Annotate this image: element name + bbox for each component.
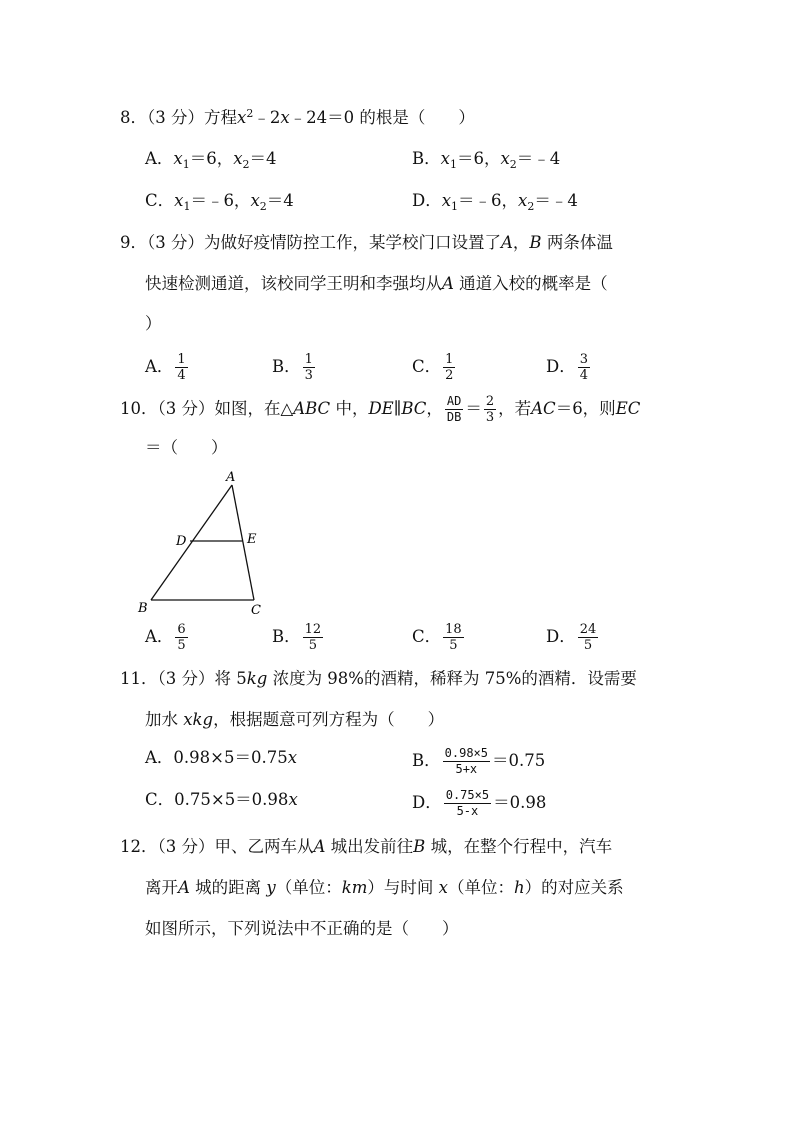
question-11-option-a[interactable]: A．0.98×5＝0.75x: [145, 748, 298, 767]
question-8-option-d[interactable]: D．$x_1=﹣6$，$x_2=﹣4$: [412, 191, 578, 213]
question-11-stem-line2: 加水 xkg，根据题意可列方程为（ ）: [145, 710, 445, 729]
triangle-figure: [130, 465, 280, 620]
question-11-option-c[interactable]: C．0.75×5＝0.98x: [145, 790, 298, 809]
point-e-label: E: [247, 532, 257, 547]
question-11-stem-line1: 11．（3 分）将 5kg 浓度为 98%的酒精，稀释为 75%的酒精．设需要: [120, 669, 637, 688]
question-9-stem-line3: ）: [145, 314, 162, 333]
question-11-option-d[interactable]: D． $\frac{0.75\times 5}{5-x}$ ＝0.98: [412, 788, 547, 818]
question-12-stem-line2: 离开A 城的距离 y（单位：km）与时间 x（单位：h）的对应关系: [145, 878, 624, 897]
question-9-option-b[interactable]: B． $\frac{1}{3}$: [272, 352, 313, 383]
question-9-option-d[interactable]: D． $\frac{3}{4}$: [546, 352, 589, 383]
question-10-stem-line1: 10．（3 分）如图，在△ABC 中，DE∥BC， $\frac{AD}{DB}$ ＝ $\frac{2}{3}$ ，若AC＝6，则EC: [120, 394, 641, 425]
vertex-b-label: B: [138, 601, 148, 616]
question-8-option-b[interactable]: B．$x_1=6$，$x_2=﹣4$: [412, 149, 561, 171]
question-9-option-c[interactable]: C． $\frac{1}{2}$: [412, 352, 454, 383]
question-10-option-b[interactable]: B． $\frac{12}{5}$: [272, 622, 322, 653]
question-12-stem-line1: 12．（3 分）甲、乙两车从A 城出发前往B 城，在整个行程中，汽车: [120, 837, 613, 856]
question-8-stem: 8．（3 分）方程$x^2﹣2x﹣24=0$ 的根是（ ）: [120, 107, 475, 127]
question-11-option-b[interactable]: B． $\frac{0.98\times 5}{5+x}$ ＝0.75: [412, 746, 546, 776]
point-d-label: D: [176, 534, 187, 549]
question-10-option-d[interactable]: D． $\frac{24}{5}$: [546, 622, 597, 653]
question-10-stem-line2: ＝（ ）: [145, 438, 228, 457]
question-10-option-c[interactable]: C． $\frac{18}{5}$: [412, 622, 462, 653]
vertex-a-label: A: [226, 470, 236, 485]
question-9-option-a[interactable]: A． $\frac{1}{4}$: [145, 352, 186, 383]
question-10-option-a[interactable]: A． $\frac{6}{5}$: [145, 622, 186, 653]
question-12-stem-line3: 如图所示，下列说法中不正确的是（ ）: [145, 919, 459, 938]
question-9-stem-line2: 快速检测通道，该校同学王明和李强均从A 通道入校的概率是（: [145, 274, 608, 293]
side-ab: [151, 485, 232, 600]
vertex-c-label: C: [251, 603, 261, 618]
question-8-option-c[interactable]: C．$x_1=﹣6$，$x_2=4$: [145, 191, 294, 213]
question-8-option-a[interactable]: A．$x_1=6$，$x_2=4$: [145, 149, 277, 171]
question-9-stem-line1: 9．（3 分）为做好疫情防控工作，某学校门口设置了A，B 两条体温: [120, 233, 613, 252]
